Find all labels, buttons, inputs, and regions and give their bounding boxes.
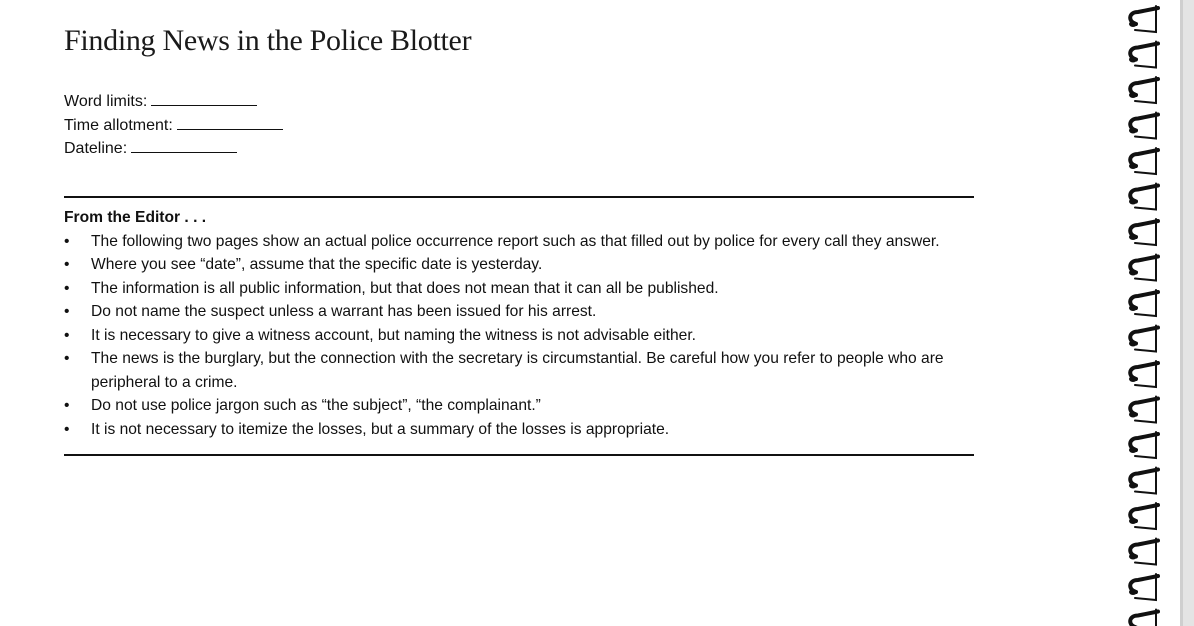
page-title: Finding News in the Police Blotter — [64, 24, 472, 57]
word-limits-blank[interactable] — [151, 90, 257, 106]
coil-hole — [1129, 234, 1137, 240]
coil-loop — [1130, 612, 1158, 626]
coil-hole — [1129, 483, 1137, 489]
editor-heading: From the Editor . . . — [64, 209, 207, 226]
bullet-item: • The news is the burglary, but the connection with the secretary is circumstantial. Be careful how you refer to people who are peripheral to a crime. — [64, 347, 979, 394]
editor-notes — [64, 206, 979, 441]
coil-hole — [1129, 554, 1137, 560]
coil-hole — [1129, 163, 1137, 169]
assignment-fields — [64, 90, 283, 161]
word-limits-label: Word limits: — [64, 93, 148, 110]
dateline-blank[interactable] — [131, 137, 237, 153]
coil-hole — [1129, 518, 1137, 524]
coil-hole — [1129, 21, 1137, 27]
coil-hole — [1129, 128, 1137, 134]
bullet-item: • It is necessary to give a witness account, but naming the witness is not advisable either. — [64, 324, 979, 348]
coil-hole — [1129, 270, 1137, 276]
coil-hole — [1129, 341, 1137, 347]
coil-hole — [1129, 589, 1137, 595]
bullet-item: • Do not name the suspect unless a warrant has been issued for his arrest. — [64, 300, 979, 324]
dateline-row — [64, 137, 283, 161]
dateline-label: Dateline: — [64, 140, 128, 157]
bullet-item: • The following two pages show an actual police occurrence report such as that filled out by police for every call they answer. — [64, 230, 979, 254]
bottom-divider — [64, 454, 974, 456]
time-allotment-row — [64, 114, 283, 138]
coil-hole — [1129, 92, 1137, 98]
editor-bullet-list — [64, 230, 979, 442]
spiral-binding-icon — [1118, 0, 1194, 626]
bullet-item: • It is not necessary to itemize the losses, but a summary of the losses is appropriate. — [64, 418, 979, 442]
coil-hole — [1129, 447, 1137, 453]
coil-hole — [1129, 57, 1137, 63]
coil-hole — [1129, 199, 1137, 205]
top-divider — [64, 196, 974, 198]
time-allotment-blank[interactable] — [177, 114, 283, 130]
time-allotment-label: Time allotment: — [64, 116, 173, 134]
bullet-item: • Where you see “date”, assume that the specific date is yesterday. — [64, 253, 979, 277]
word-limits-row — [64, 90, 283, 114]
coil-hole — [1129, 376, 1137, 382]
bullet-item: • The information is all public information, but that does not mean that it can all be published. — [64, 277, 979, 301]
coil-hole — [1129, 412, 1137, 418]
bullet-item: • Do not use police jargon such as “the subject”, “the complainant.” — [64, 394, 979, 418]
coil-hole — [1129, 305, 1137, 311]
